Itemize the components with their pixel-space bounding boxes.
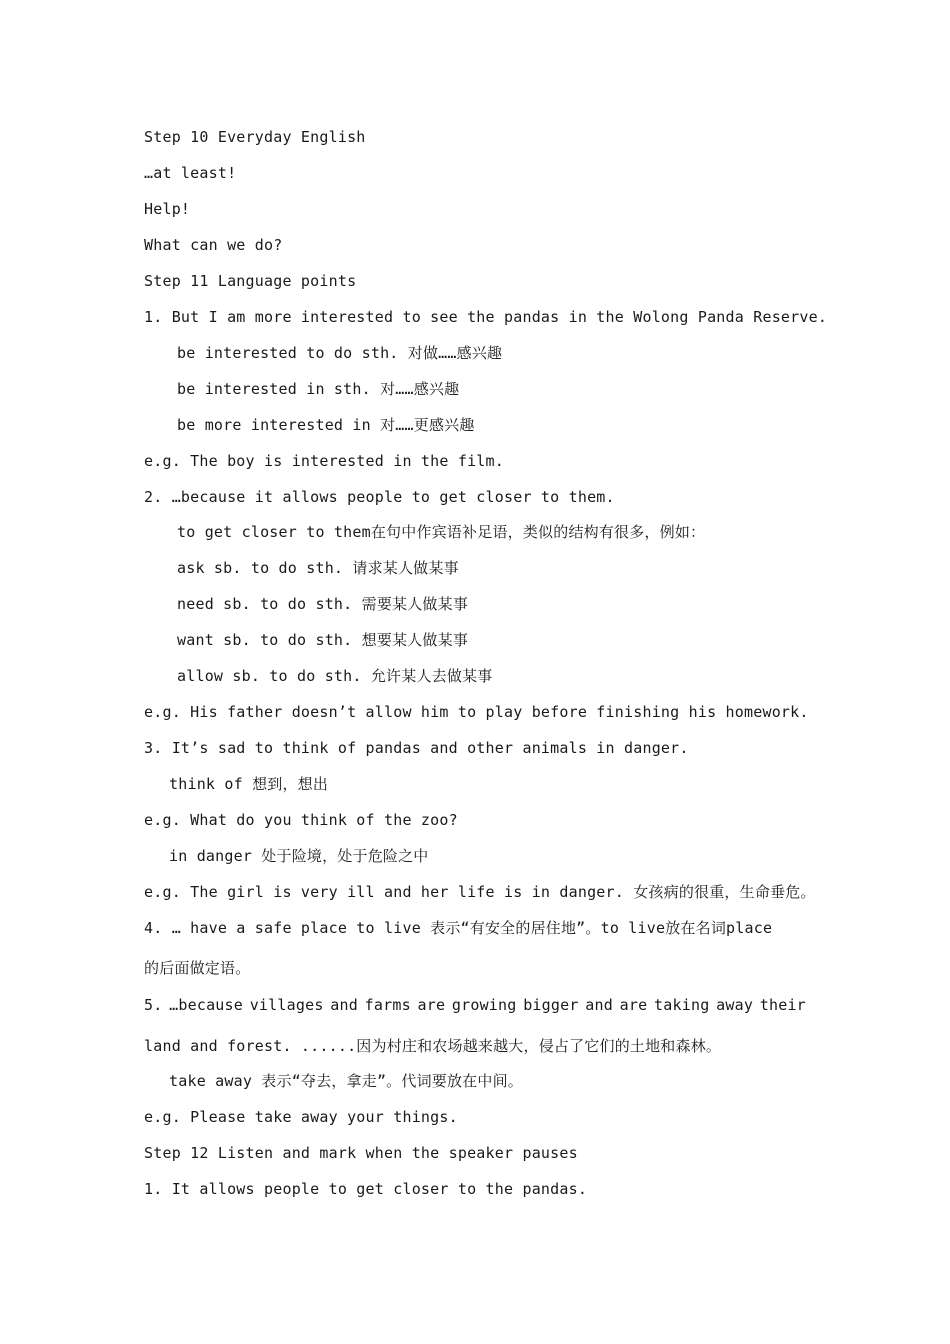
word: and xyxy=(330,996,358,1014)
word: away xyxy=(716,996,754,1014)
point-3-example-b: e.g. The girl is very ill and her life is in danger. 女孩病的很重，生命垂危。 xyxy=(144,883,816,901)
point-4-sentence: 4. … have a safe place to live 表示“有安全的居住地”。to live放在名词place xyxy=(144,919,773,937)
point-5-sentence xyxy=(144,995,806,1015)
word: are xyxy=(417,996,446,1014)
phrase-at-least: …at least! xyxy=(144,164,237,182)
phrase-what-can-we-do: What can we do? xyxy=(144,236,283,254)
point-1-usage-b: be interested in sth. 对……感兴趣 xyxy=(177,380,460,398)
word: and xyxy=(585,996,613,1014)
point-3-in-danger: in danger 处于险境，处于危险之中 xyxy=(169,847,429,865)
point-1-example: e.g. The boy is interested in the film. xyxy=(144,452,504,470)
word: 5. xyxy=(144,996,163,1014)
word: farms xyxy=(364,996,411,1014)
point-2-usage-want: want sb. to do sth. 想要某人做某事 xyxy=(177,631,469,649)
word: bigger xyxy=(523,996,579,1014)
point-1-usage-a: be interested to do sth. 对做……感兴趣 xyxy=(177,344,503,362)
point-3-example-a: e.g. What do you think of the zoo? xyxy=(144,811,458,829)
point-1-usage-c: be more interested in 对……更感兴趣 xyxy=(177,416,475,434)
point-5-justified-text xyxy=(144,995,806,1015)
point-5-example: e.g. Please take away your things. xyxy=(144,1108,458,1126)
point-3-think-of: think of 想到，想出 xyxy=(169,775,329,793)
word: …because xyxy=(169,996,244,1014)
step-12-heading: Step 12 Listen and mark when the speaker pauses xyxy=(144,1144,578,1162)
point-2-sentence: 2. …because it allows people to get closer to them. xyxy=(144,488,615,506)
point-1-sentence: 1. But I am more interested to see the pandas in the Wolong Panda Reserve. xyxy=(144,308,828,326)
phrase-help: Help! xyxy=(144,200,191,218)
step-11-heading: Step 11 Language points xyxy=(144,272,357,290)
step-12-item-1: 1. It allows people to get closer to the pandas. xyxy=(144,1180,588,1198)
point-2-usage-allow: allow sb. to do sth. 允许某人去做某事 xyxy=(177,667,493,685)
word: villages xyxy=(249,996,324,1014)
point-2-usage-ask: ask sb. to do sth. 请求某人做某事 xyxy=(177,559,459,577)
point-2-usage-need: need sb. to do sth. 需要某人做某事 xyxy=(177,595,469,613)
word: growing xyxy=(451,996,517,1014)
point-2-explanation: to get closer to them在句中作宾语补足语，类似的结构有很多，例如： xyxy=(177,523,706,541)
point-3-sentence: 3. It’s sad to think of pandas and other animals in danger. xyxy=(144,739,689,757)
point-5-take-away: take away 表示“夺去，拿走”。代词要放在中间。 xyxy=(169,1072,523,1090)
word: their xyxy=(759,996,806,1014)
point-4-continuation: 的后面做定语。 xyxy=(144,959,251,977)
step-10-heading: Step 10 Everyday English xyxy=(144,128,366,146)
word: are xyxy=(619,996,648,1014)
word: taking xyxy=(654,996,710,1014)
point-5-continuation: land and forest. ......因为村庄和农场越来越大，侵占了它们的土地和森林。 xyxy=(144,1037,722,1055)
point-2-example: e.g. His father doesn’t allow him to play before finishing his homework. xyxy=(144,703,809,721)
